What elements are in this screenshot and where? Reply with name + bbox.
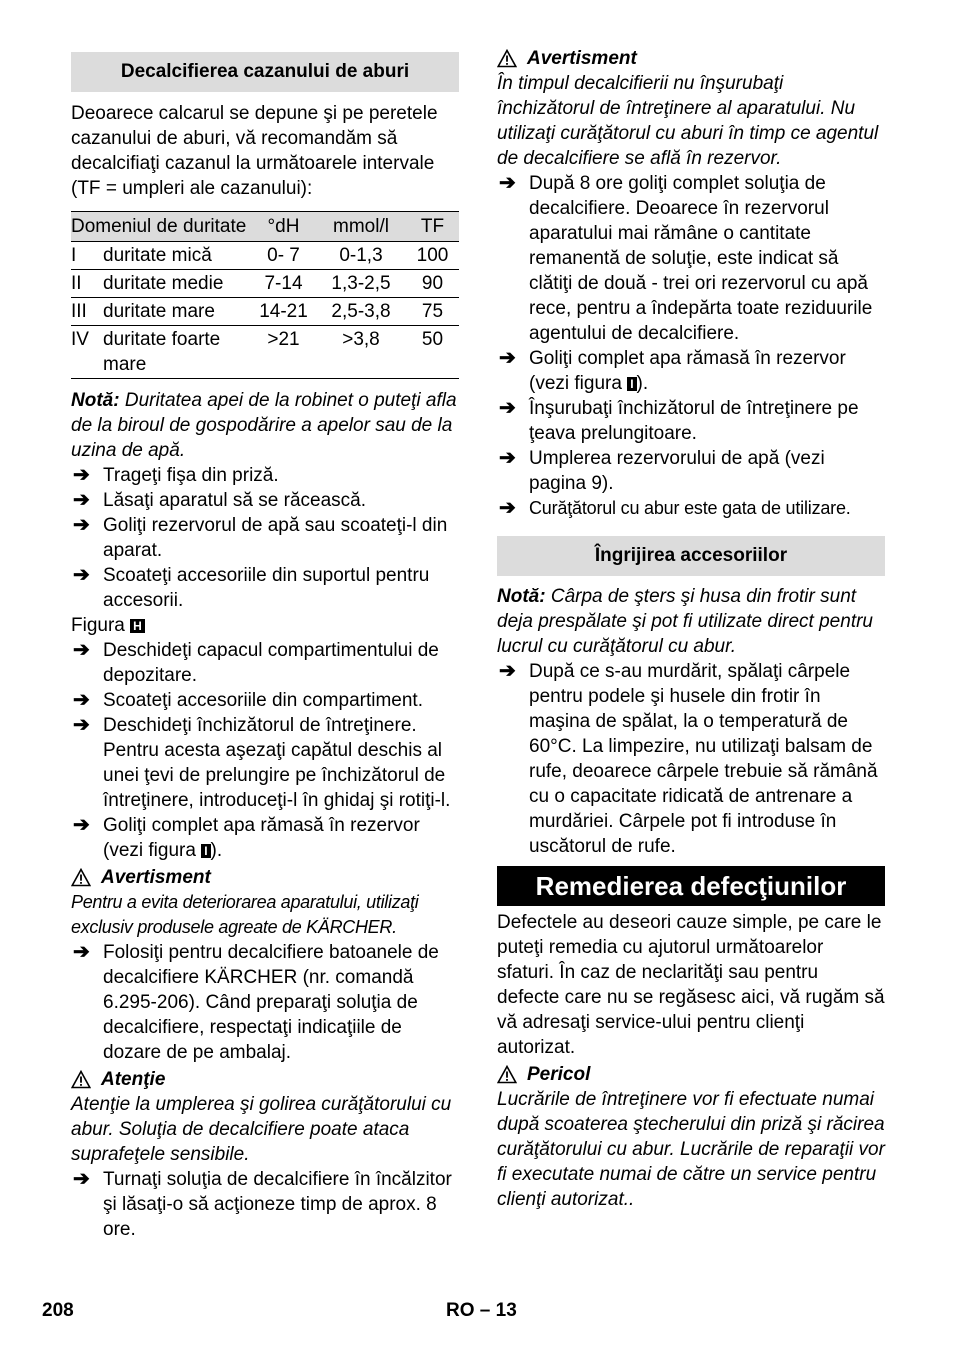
step-text-end: ). [636, 373, 649, 394]
descaling-intro: Deoarece calcarul se depune şi pe peretele cazanului de aburi, vă recomandăm să decalcifiaţi cazanul la următoarele intervale (TF = umpleri ale cazanului): [71, 103, 438, 199]
table-row [71, 298, 459, 326]
arrow-right-icon: ➔ [73, 489, 90, 511]
step-item [71, 713, 459, 813]
step-text: Umplerea rezervorului de apă (vezi pagina 9). [529, 448, 825, 494]
table-cell: >3,8 [316, 326, 406, 379]
figure-label: Figura [71, 615, 125, 636]
table-header-dh: °dH [251, 212, 316, 242]
step-text: Goliţi complet apa rămasă în rezervor (vezi figura [529, 348, 846, 394]
step-item [497, 659, 885, 859]
step-item [497, 446, 885, 496]
section-heading-accessories: Îngrijirea accesoriilor [497, 536, 885, 576]
note-text: Cârpa de şters şi husa din frotir sunt deja prespălate şi pot fi utilizate direct pentru lucrul cu curăţătorul cu abur. [497, 586, 873, 657]
step-text: După ce s-au murdărit, spălaţi cârpele pentru podele şi husele din frotir în maşina de spălat, la o temperatură de 60°C. La limpezire, nu utilizaţi balsam de rufe, deoarece cârpele trebuie să rămână cu o capacitate ridicată de antrenare a murdăriei. Cârpele pot fi introduse în uscătorul de rufe. [529, 661, 878, 857]
step-text: După 8 ore goliţi complet soluţia de decalcifiere. Deoarece în rezervorul aparatului mai rămâne o cantitate remanentă de soluţie, este indicat să clătiţi de două - trei ori rezervorul cu apă rece, pentru a îndepărta toate reziduurile agentului de decalcifiere. [529, 173, 873, 344]
page-number: 208 [42, 1300, 74, 1321]
step-item [71, 1167, 459, 1242]
figure-h-badge: H [130, 619, 145, 633]
table-cell: IV [71, 326, 103, 379]
step-text: Deschideţi închizătorul de întreţinere. Pentru acesta aşezaţi capătul deschis al unei ţevi de prelungire pe închizătorul de întreţinere, introduceţi-l în ghidaj şi rotiţi-l. [103, 715, 451, 811]
caution-heading [71, 1067, 459, 1092]
arrow-right-icon: ➔ [499, 497, 516, 519]
table-cell: I [71, 242, 103, 270]
table-cell: 7-14 [251, 270, 316, 298]
warning-triangle-icon [497, 49, 517, 68]
table-cell: 2,5-3,8 [316, 298, 406, 326]
arrow-right-icon: ➔ [73, 714, 90, 736]
step-item [497, 171, 885, 346]
step-text: Trageţi fişa din priză. [103, 465, 279, 486]
step-item [71, 813, 459, 863]
note-text: Duritatea apei de la robinet o puteţi afla de la biroul de gospodărire a apelor sau de la uzina de apă. [71, 390, 457, 461]
danger-text: Lucrările de întreţinere vor fi efectuate numai după scoaterea ştecherului din priză şi răcirea curăţătorului cu abur. Lucrările de reparaţii vor fi executate numai de către un service pentru clienţi autorizat.. [497, 1089, 885, 1210]
step-text: Goliţi complet apa rămasă în rezervor (vezi figura [103, 815, 420, 861]
warning-triangle-icon [71, 868, 91, 887]
right-column [497, 46, 885, 1212]
arrow-right-icon: ➔ [73, 689, 90, 711]
step-item [497, 396, 885, 446]
figure-i-badge: I [627, 377, 636, 391]
warning-text: În timpul decalcifierii nu înşurubaţi închizătorul de întreţinere al aparatului. Nu utilizaţi curăţătorul cu aburi în timp ce agentul de decalcifiere se află în rezervor. [497, 73, 879, 169]
table-cell: duritate mică [103, 242, 251, 270]
step-item [497, 496, 885, 521]
warning-title: Avertisment [527, 48, 637, 69]
table-cell: 0-1,3 [316, 242, 406, 270]
step-text: Curăţătorul cu abur este gata de utilizare. [529, 498, 851, 518]
warning-title: Avertisment [101, 867, 211, 888]
step-text: Turnaţi soluţia de decalcifiere în încălzitor şi lăsaţi-o să acţioneze timp de aprox. 8 ore. [103, 1169, 452, 1240]
table-cell: >21 [251, 326, 316, 379]
step-text: Folosiţi pentru decalcifiere batoanele de decalcifiere KÄRCHER (nr. comandă 6.295-206). Când preparaţi soluţia de decalcifiere, respectaţi indicaţiile de dozare de pe ambalaj. [103, 942, 439, 1063]
warning-heading [497, 46, 885, 71]
note-water-hardness [71, 388, 459, 463]
step-text: Deschideţi capacul compartimentului de depozitare. [103, 640, 439, 686]
step-item [71, 940, 459, 1065]
table-cell: 0- 7 [251, 242, 316, 270]
table-row [71, 242, 459, 270]
step-item [497, 346, 885, 396]
arrow-right-icon: ➔ [73, 1168, 90, 1190]
table-header-mmol: mmol/l [316, 212, 406, 242]
step-item [71, 563, 459, 613]
table-header-domain: Domeniul de duritate [71, 212, 251, 242]
note-accessories [497, 584, 885, 659]
arrow-right-icon: ➔ [73, 814, 90, 836]
section-heading-troubleshooting: Remedierea defecţiunilor [497, 866, 885, 906]
section-page-label: RO – 13 [446, 1300, 517, 1321]
table-cell: 100 [406, 242, 459, 270]
arrow-right-icon: ➔ [499, 447, 516, 469]
step-text: Lăsaţi aparatul să se răcească. [103, 490, 366, 511]
arrow-right-icon: ➔ [73, 564, 90, 586]
arrow-right-icon: ➔ [73, 514, 90, 536]
arrow-right-icon: ➔ [499, 347, 516, 369]
troubleshooting-intro: Defectele au deseori cauze simple, pe care le puteţi remedia cu ajutorul următoarelor sfaturi. În caz de neclarităţi sau pentru defecte care nu se regăsesc aici, vă rugăm să vă adresaţi service-ului pentru clienţi autorizat. [497, 912, 885, 1058]
table-cell: III [71, 298, 103, 326]
arrow-right-icon: ➔ [499, 397, 516, 419]
table-cell: 50 [406, 326, 459, 379]
table-row [71, 326, 459, 379]
table-cell: duritate foarte mare [103, 326, 251, 379]
hardness-table [71, 211, 459, 379]
step-text-end: ). [210, 840, 223, 861]
step-item [71, 513, 459, 563]
warning-triangle-icon [71, 1070, 91, 1089]
arrow-right-icon: ➔ [73, 639, 90, 661]
step-item [71, 688, 459, 713]
step-item [71, 488, 459, 513]
figure-i-badge: I [201, 844, 210, 858]
section-heading-descaling: Decalcifierea cazanului de aburi [71, 52, 459, 92]
warning-heading [71, 865, 459, 890]
arrow-right-icon: ➔ [499, 660, 516, 682]
danger-title: Pericol [527, 1064, 591, 1085]
step-item [71, 638, 459, 688]
warning-text: Pentru a evita deteriorarea aparatului, utilizaţi exclusiv produsele agreate de KÄRCHER. [71, 892, 419, 937]
table-cell: 14-21 [251, 298, 316, 326]
table-cell: II [71, 270, 103, 298]
table-cell: duritate medie [103, 270, 251, 298]
step-text: Scoateţi accesoriile din compartiment. [103, 690, 423, 711]
arrow-right-icon: ➔ [499, 172, 516, 194]
table-cell: 90 [406, 270, 459, 298]
note-label: Notă: [71, 390, 120, 411]
arrow-right-icon: ➔ [73, 941, 90, 963]
arrow-right-icon: ➔ [73, 464, 90, 486]
warning-triangle-icon [497, 1065, 517, 1084]
caution-title: Atenţie [101, 1069, 166, 1090]
table-cell: 1,3-2,5 [316, 270, 406, 298]
table-header-row [71, 212, 459, 242]
table-cell: 75 [406, 298, 459, 326]
step-text: Scoateţi accesoriile din suportul pentru accesorii. [103, 565, 430, 611]
note-label: Notă: [497, 586, 546, 607]
table-header-tf: TF [406, 212, 459, 242]
danger-heading [497, 1062, 885, 1087]
step-text: Înşurubaţi închizătorul de întreţinere pe ţeava prelungitoare. [529, 398, 859, 444]
step-text: Goliţi rezervorul de apă sau scoateţi-l din aparat. [103, 515, 448, 561]
table-cell: duritate mare [103, 298, 251, 326]
figure-reference [71, 613, 459, 638]
step-item [71, 463, 459, 488]
left-column [71, 46, 459, 1242]
caution-text: Atenţie la umplerea şi golirea curăţătorului cu abur. Soluţia de decalcifiere poate ataca suprafeţele sensibile. [71, 1094, 452, 1165]
table-row [71, 270, 459, 298]
